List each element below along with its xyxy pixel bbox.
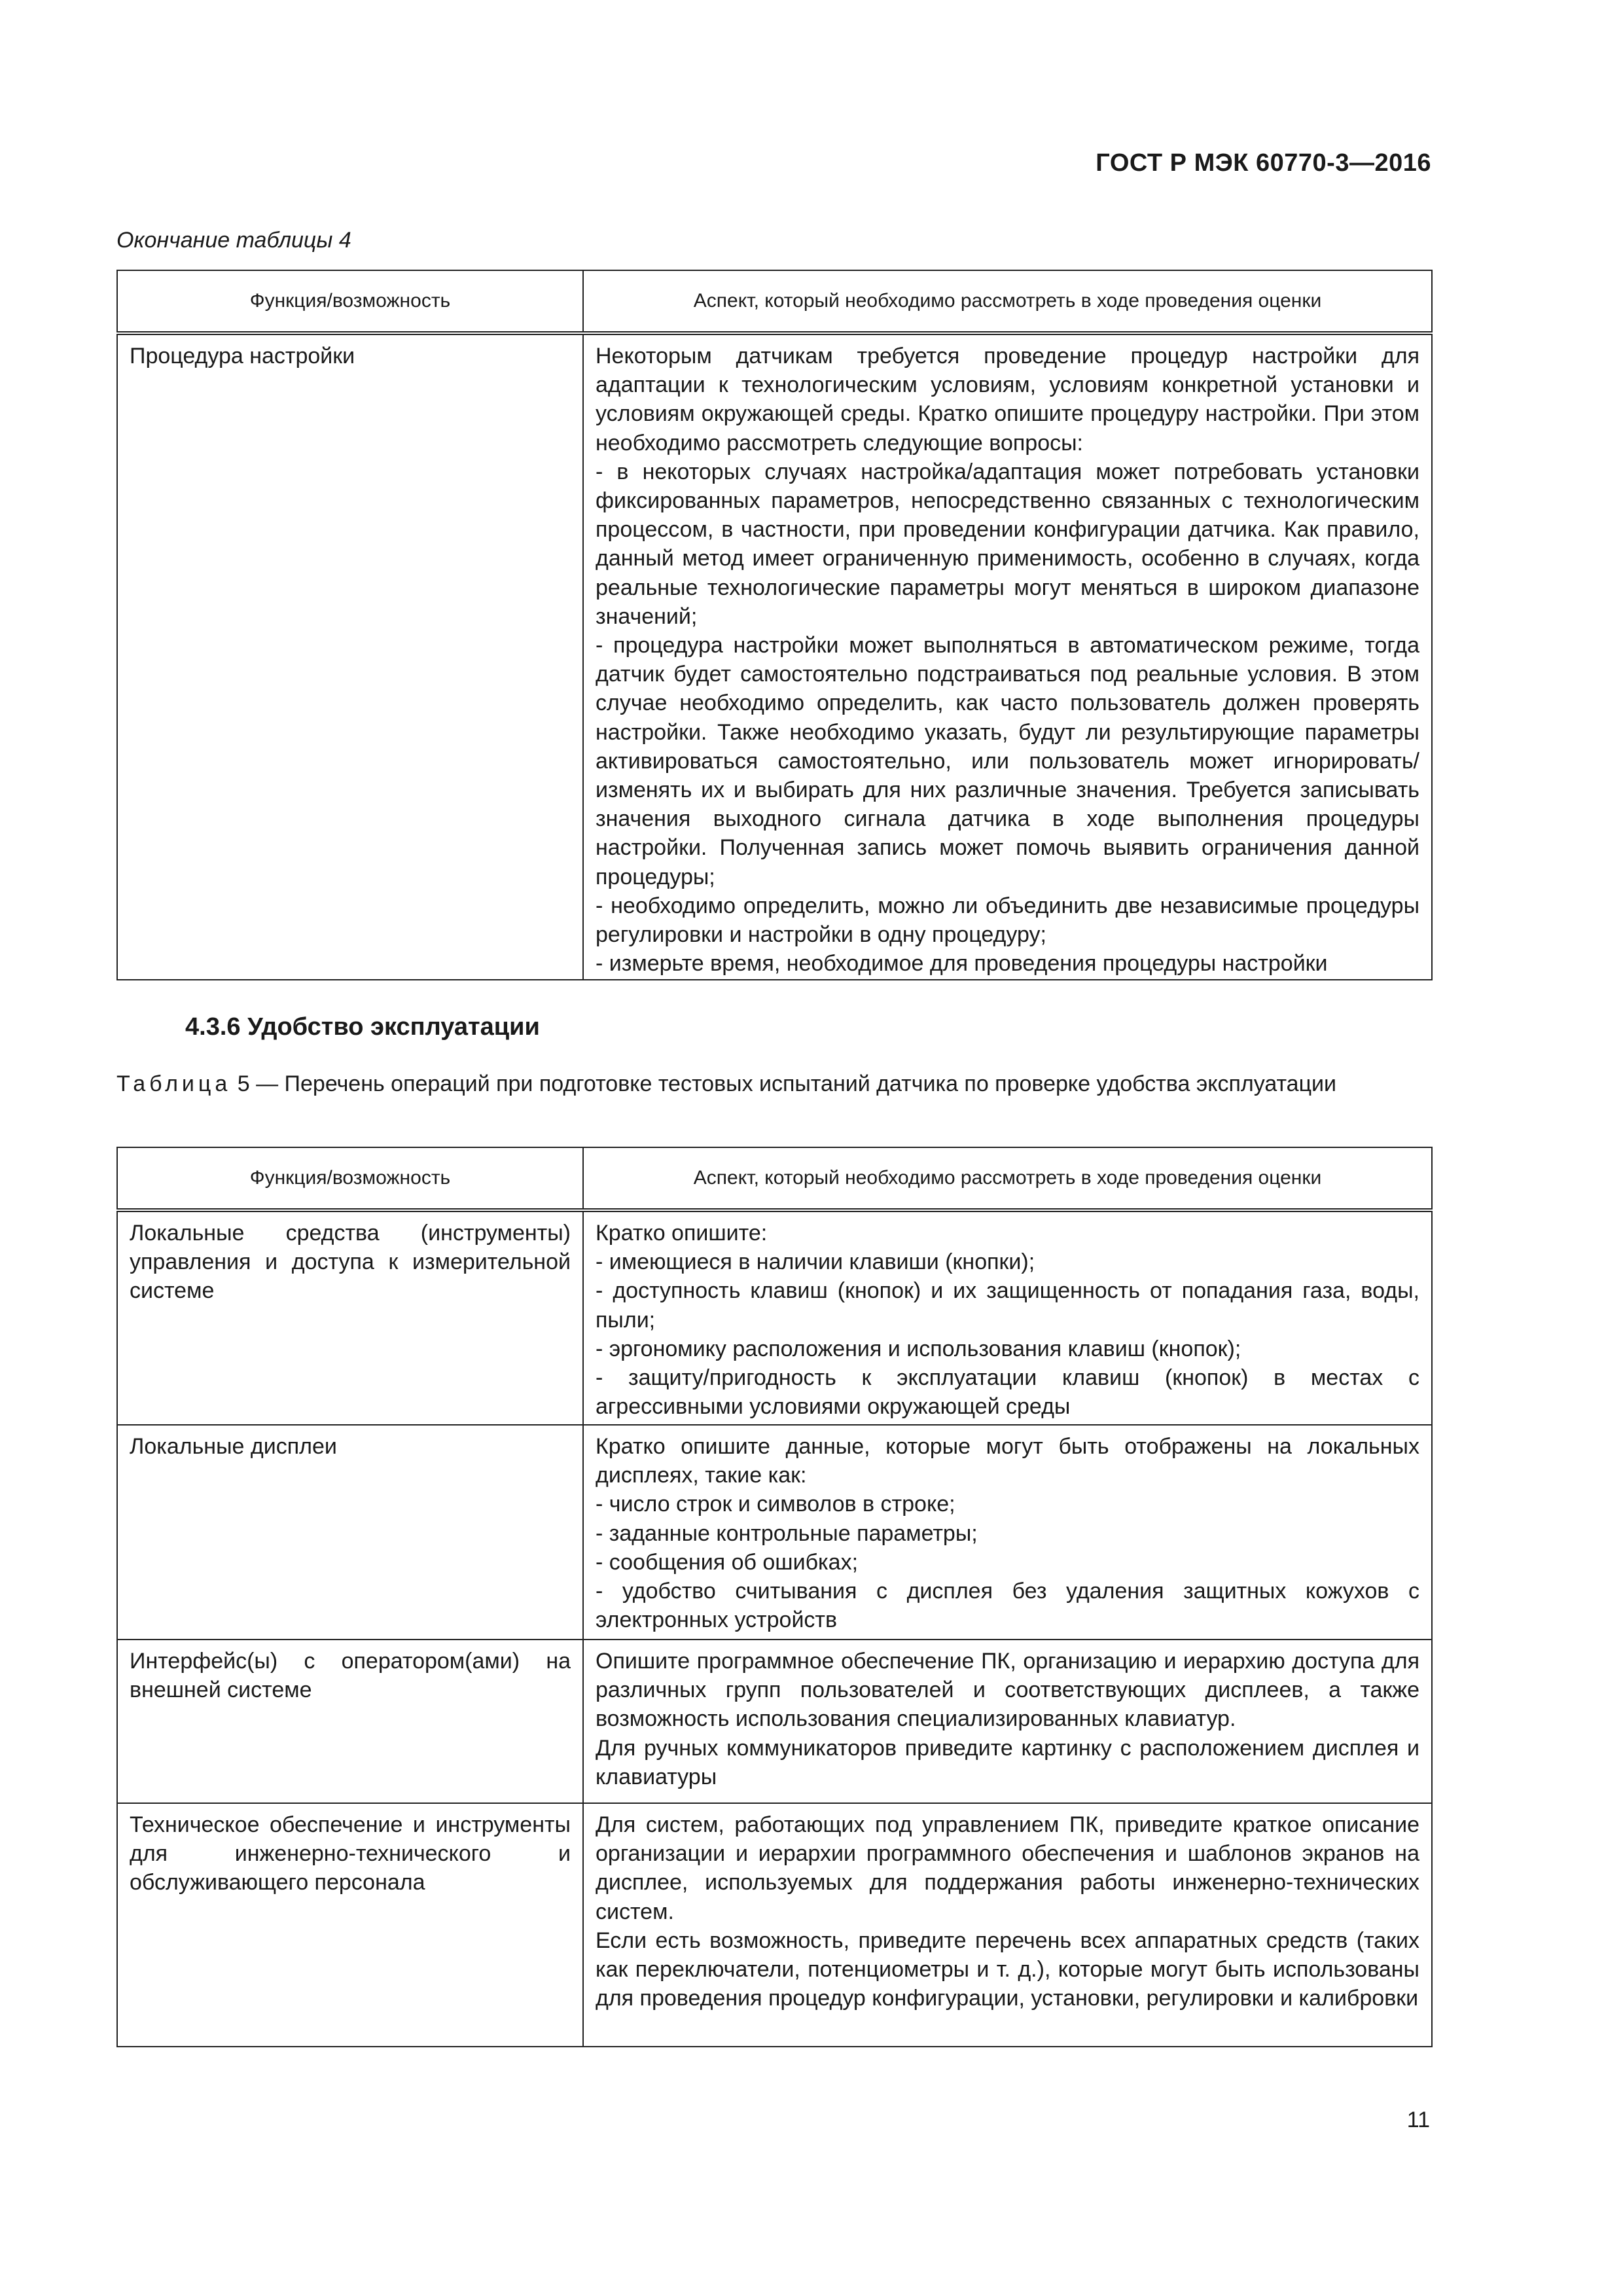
cell-aspect	[583, 1803, 1432, 2047]
aspect-paragraph: - эргономику расположения и использования клавиш (кнопок);	[596, 1336, 1241, 1361]
cell-aspect	[583, 1640, 1432, 1803]
table-row	[117, 333, 1432, 980]
cell-function: Локальные средства (инструменты) управления и доступа к измерительной системе	[117, 1210, 583, 1425]
table-header-row	[117, 270, 1432, 333]
aspect-paragraph: - защиту/пригодность к эксплуатации клавиш (кнопок) в местах с агрессивными условиями окружающей среды	[596, 1365, 1419, 1420]
aspect-paragraph: - число строк и символов в строке;	[596, 1492, 955, 1517]
table-caption-prefix: Таблица	[116, 1071, 232, 1096]
cell-function: Локальные дисплеи	[117, 1425, 583, 1640]
table-header-row	[117, 1147, 1432, 1210]
aspect-paragraph: - удобство считывания с дисплея без удаления защитных кожухов с электронных устройств	[596, 1579, 1419, 1633]
column-header-aspect: Аспект, который необходимо рассмотреть в ходе проведения оценки	[583, 270, 1432, 333]
aspect-paragraph: Для ручных коммуникаторов приведите картинку с расположением дисплея и клавиатуры	[596, 1735, 1419, 1789]
aspect-paragraph: - имеющиеся в наличии клавиши (кнопки);	[596, 1249, 1035, 1275]
aspect-text	[596, 342, 1419, 978]
aspect-paragraph: Кратко опишите:	[596, 1221, 768, 1246]
aspect-paragraph: - необходимо определить, можно ли объединить две независимые процедуры регулировки и настройки в одну процедуру;	[596, 893, 1419, 948]
document-code: ГОСТ Р МЭК 60770-3—2016	[1096, 149, 1431, 177]
column-header-function: Функция/возможность	[117, 270, 583, 333]
cell-function: Интерфейс(ы) с оператором(ами) на внешней системе	[117, 1640, 583, 1803]
table-4-continuation	[116, 270, 1433, 980]
aspect-paragraph: Если есть возможность, приведите перечень всех аппаратных средств (таких как переключатели, потенциометры и т. д.), которые могут быть использованы для проведения процедур конфигурации, установки, регулировки и калибровки	[596, 1928, 1419, 2011]
aspect-paragraph: Опишите программное обеспечение ПК, организацию и иерархию доступа для различных групп пользователей и соответствующих дисплеев, а также возможность использования специализированных клавиатур.	[596, 1649, 1419, 1732]
section-title: 4.3.6 Удобство эксплуатации	[185, 1013, 540, 1041]
table-row	[117, 1803, 1432, 2047]
page-number: 11	[1406, 2108, 1430, 2132]
aspect-paragraph: - доступность клавиш (кнопок) и их защищенность от попадания газа, воды, пыли;	[596, 1278, 1419, 1333]
table-row	[117, 1210, 1432, 1425]
table-row	[117, 1425, 1432, 1640]
aspect-paragraph: - измерьте время, необходимое для проведения процедуры настройки	[596, 951, 1328, 977]
table-row	[117, 1640, 1432, 1803]
aspect-text	[596, 1810, 1419, 2013]
cell-aspect	[583, 1210, 1432, 1425]
cell-aspect	[583, 333, 1432, 980]
aspect-paragraph: - заданные контрольные параметры;	[596, 1520, 978, 1546]
aspect-paragraph: Кратко опишите данные, которые могут быть отображены на локальных дисплеях, такие как:	[596, 1434, 1419, 1488]
table-5	[116, 1147, 1433, 2047]
aspect-text	[596, 1647, 1419, 1791]
aspect-paragraph: - в некоторых случаях настройка/адаптация может потребовать установки фиксированных параметров, непосредственно связанных с технологическим процессом, в частности, при проведении конфигурации датчика. Как правило, данный метод имеет ограниченную применимость, особенно в случаях, когда реальные технологические параметры могут меняться в широком диапазоне значений;	[596, 459, 1419, 629]
cell-function: Процедура настройки	[117, 333, 583, 980]
column-header-aspect: Аспект, который необходимо рассмотреть в ходе проведения оценки	[583, 1147, 1432, 1210]
table-5-caption	[116, 1069, 1431, 1098]
aspect-paragraph: Некоторым датчикам требуется проведение процедур настройки для адаптации к технологическим условиям, условиям конкретной установки и условиям окружающей среды. Кратко опишите процедуру настройки. При этом необходимо рассмотреть следующие вопросы:	[596, 344, 1419, 456]
aspect-text	[596, 1219, 1419, 1421]
column-header-function: Функция/возможность	[117, 1147, 583, 1210]
table-caption-text: 5 — Перечень операций при подготовке тестовых испытаний датчика по проверке удобства эксплуатации	[231, 1071, 1337, 1096]
cell-function: Техническое обеспечение и инструменты для инженерно-технического и обслуживающего персонала	[117, 1803, 583, 2047]
aspect-paragraph: - процедура настройки может выполняться в автоматическом режиме, тогда датчик будет самостоятельно подстраиваться под реальные условия. В этом случае необходимо определить, как часто пользователь должен проверять настройки. Также необходимо указать, будут ли результирующие параметры активироваться самостоятельно, или пользователь может игнорировать/изменять их и выбирать для них различные значения. Требуется записывать значения выходного сигнала датчика в ходе выполнения процедуры настройки. Полученная запись может помочь выявить ограничения данной процедуры;	[596, 633, 1419, 889]
table-continuation-label: Окончание таблицы 4	[116, 228, 351, 253]
cell-aspect	[583, 1425, 1432, 1640]
aspect-text	[596, 1432, 1419, 1634]
aspect-paragraph: - сообщения об ошибках;	[596, 1549, 859, 1575]
aspect-paragraph: Для систем, работающих под управлением ПК, приведите краткое описание организации и иерархии программного обеспечения и шаблонов экранов на дисплее, используемых для поддержания работы инженерно-технических систем.	[596, 1812, 1419, 1924]
